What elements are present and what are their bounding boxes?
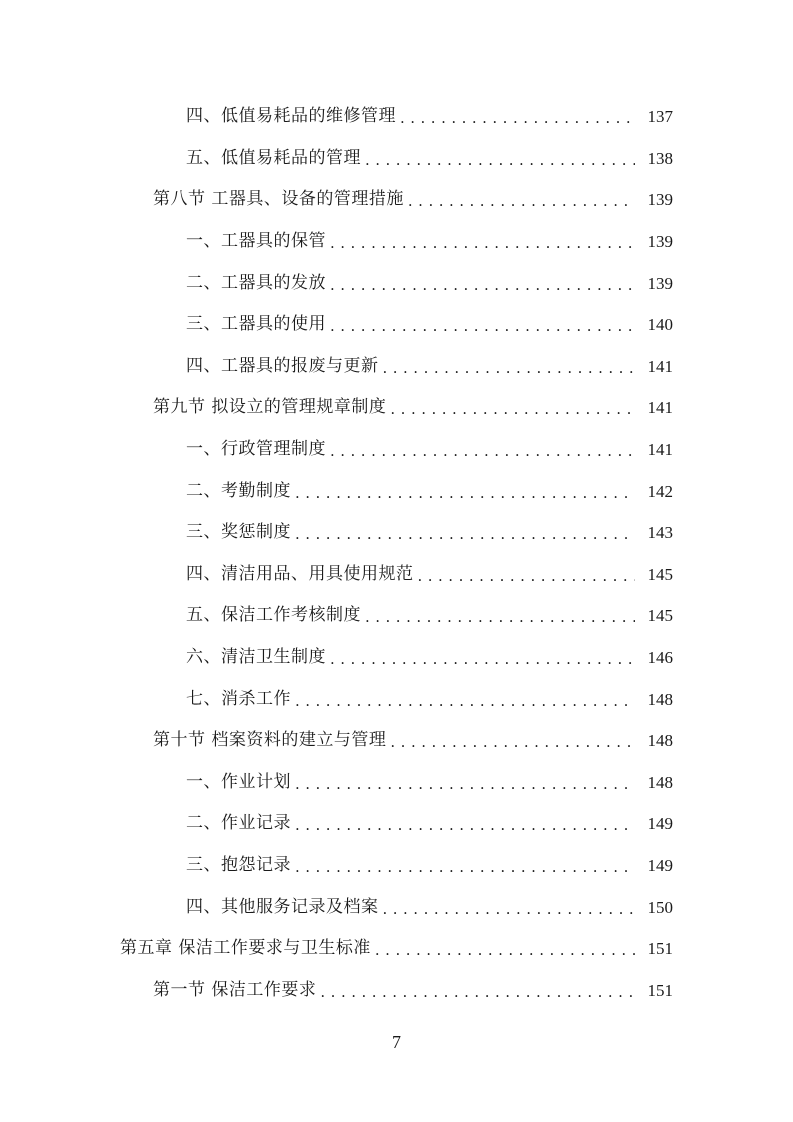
dot-leader <box>408 194 635 209</box>
toc-entry-title: 五、保洁工作考核制度 <box>186 605 361 626</box>
toc-entry-title: 四、其他服务记录及档案 <box>186 896 379 917</box>
toc-entry-page-number: 138 <box>647 148 673 168</box>
dot-leader <box>295 527 635 542</box>
toc-entry-title: 一、工器具的保管 <box>186 231 326 252</box>
dot-leader <box>383 902 636 917</box>
toc-entry-item[interactable] <box>0 470 793 512</box>
toc-entry-section[interactable] <box>0 720 793 762</box>
dot-leader <box>383 361 636 376</box>
toc-entry-page-number: 151 <box>647 939 673 959</box>
dot-leader <box>295 694 635 709</box>
toc-entry-page-number: 142 <box>647 481 673 501</box>
table-of-contents <box>0 96 793 1011</box>
toc-entry-page-number: 151 <box>647 980 673 1000</box>
toc-entry-item[interactable] <box>0 138 793 180</box>
toc-entry-item[interactable] <box>0 637 793 679</box>
toc-entry-title: 第十节 档案资料的建立与管理 <box>153 730 387 751</box>
dot-leader <box>330 444 635 459</box>
toc-entry-page-number: 141 <box>647 440 673 460</box>
toc-entry-title: 四、工器具的报废与更新 <box>186 355 379 376</box>
toc-entry-page-number: 143 <box>647 523 673 543</box>
toc-entry-title: 二、考勤制度 <box>186 480 291 501</box>
toc-entry-page-number: 146 <box>647 648 673 668</box>
toc-entry-item[interactable] <box>0 96 793 138</box>
toc-entry-section[interactable] <box>0 179 793 221</box>
toc-entry-page-number: 149 <box>647 855 673 875</box>
toc-entry-title: 二、工器具的发放 <box>186 272 326 293</box>
toc-entry-page-number: 148 <box>647 689 673 709</box>
toc-entry-section[interactable] <box>0 387 793 429</box>
toc-entry-title: 第八节 工器具、设备的管理措施 <box>153 189 404 210</box>
toc-entry-page-number: 139 <box>647 190 673 210</box>
dot-leader <box>295 818 635 833</box>
toc-entry-page-number: 139 <box>647 232 673 252</box>
dot-leader <box>320 985 635 1000</box>
toc-entry-page-number: 140 <box>647 315 673 335</box>
toc-entry-item[interactable] <box>0 512 793 554</box>
toc-entry-page-number: 149 <box>647 814 673 834</box>
toc-entry-item[interactable] <box>0 803 793 845</box>
toc-entry-item[interactable] <box>0 429 793 471</box>
toc-entry-page-number: 139 <box>647 273 673 293</box>
toc-entry-item[interactable] <box>0 595 793 637</box>
dot-leader <box>365 610 635 625</box>
toc-entry-item[interactable] <box>0 304 793 346</box>
dot-leader <box>330 278 635 293</box>
dot-leader <box>365 153 635 168</box>
toc-entry-page-number: 141 <box>647 356 673 376</box>
toc-entry-title: 五、低值易耗品的管理 <box>186 147 361 168</box>
dot-leader <box>330 652 635 667</box>
dot-leader <box>295 860 635 875</box>
toc-entry-section[interactable] <box>0 969 793 1011</box>
toc-entry-title: 三、抱怨记录 <box>186 854 291 875</box>
toc-entry-title: 六、清洁卫生制度 <box>186 647 326 668</box>
toc-entry-title: 第九节 拟设立的管理规章制度 <box>153 397 387 418</box>
toc-entry-page-number: 145 <box>647 606 673 626</box>
page-number: 7 <box>392 1032 401 1052</box>
dot-leader <box>330 236 635 251</box>
dot-leader <box>390 402 635 417</box>
toc-entry-item[interactable] <box>0 554 793 596</box>
toc-entry-title: 一、行政管理制度 <box>186 439 326 460</box>
toc-entry-title: 三、工器具的使用 <box>186 314 326 335</box>
toc-entry-page-number: 148 <box>647 772 673 792</box>
dot-leader <box>390 735 635 750</box>
toc-entry-title: 三、奖惩制度 <box>186 522 291 543</box>
dot-leader <box>418 569 636 584</box>
toc-entry-item[interactable] <box>0 845 793 887</box>
dot-leader <box>295 486 635 501</box>
toc-entry-item[interactable] <box>0 262 793 304</box>
dot-leader <box>400 111 635 126</box>
toc-entry-chapter[interactable] <box>0 928 793 970</box>
toc-entry-item[interactable] <box>0 886 793 928</box>
dot-leader <box>295 777 635 792</box>
toc-entry-page-number: 141 <box>647 398 673 418</box>
toc-entry-item[interactable] <box>0 762 793 804</box>
toc-entry-item[interactable] <box>0 221 793 263</box>
toc-entry-title: 第五章 保洁工作要求与卫生标准 <box>120 938 371 959</box>
toc-entry-item[interactable] <box>0 346 793 388</box>
dot-leader <box>375 943 635 958</box>
dot-leader <box>330 319 635 334</box>
toc-entry-title: 四、低值易耗品的维修管理 <box>186 106 396 127</box>
toc-entry-page-number: 137 <box>647 107 673 127</box>
toc-entry-title: 二、作业记录 <box>186 813 291 834</box>
toc-entry-title: 七、消杀工作 <box>186 688 291 709</box>
toc-entry-title: 第一节 保洁工作要求 <box>153 979 317 1000</box>
toc-entry-page-number: 148 <box>647 731 673 751</box>
toc-entry-page-number: 150 <box>647 897 673 917</box>
toc-entry-item[interactable] <box>0 678 793 720</box>
toc-entry-page-number: 145 <box>647 564 673 584</box>
toc-entry-title: 四、清洁用品、用具使用规范 <box>186 563 414 584</box>
toc-entry-title: 一、作业计划 <box>186 771 291 792</box>
